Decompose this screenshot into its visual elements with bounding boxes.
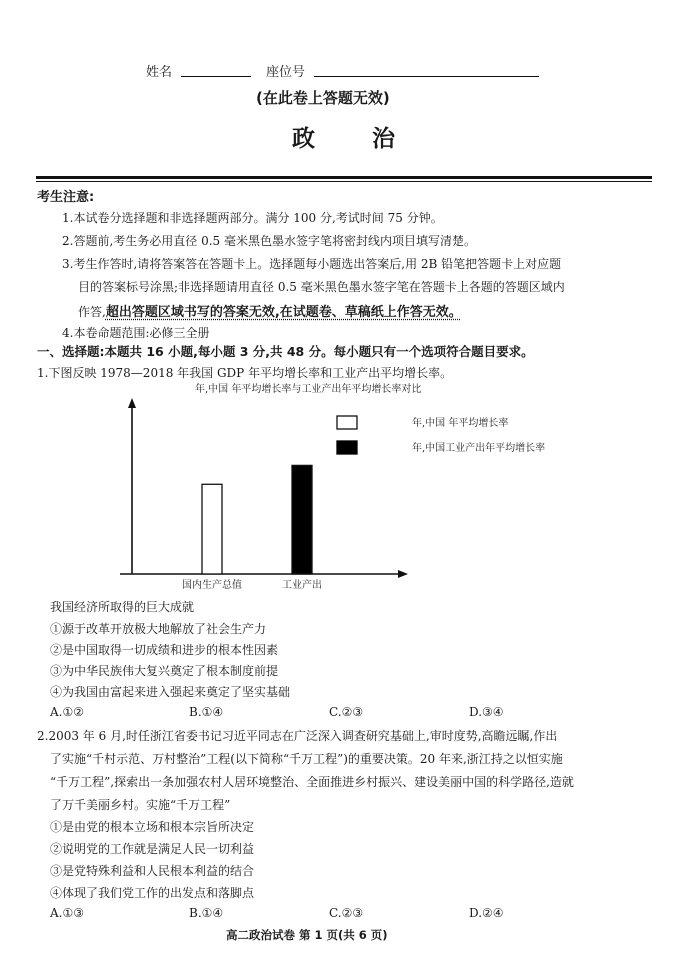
q2-option-a[interactable]: A.①③ xyxy=(50,906,84,920)
notice-item-3-end xyxy=(78,301,462,320)
notice-title: 考生注意: xyxy=(37,190,95,205)
subject-title-1: 政 xyxy=(292,126,315,152)
q1-option-d[interactable]: D.③④ xyxy=(469,705,504,719)
category-label: 国内生产总值 xyxy=(182,580,242,591)
name-label: 姓名 xyxy=(146,65,173,80)
q2-option-b[interactable]: B.①④ xyxy=(189,906,224,920)
q1-stem: 1.下图反映 1978—2018 年我国 GDP 年平均增长率和工业产出平均增长率。 xyxy=(37,366,453,380)
q2-statement-3: ③是党特殊利益和人民根本利益的结合 xyxy=(50,864,255,878)
name-field[interactable] xyxy=(181,76,251,77)
q1-lead: 我国经济所取得的巨大成就 xyxy=(50,600,195,614)
chart-y-arrow xyxy=(128,398,136,408)
seat-field[interactable] xyxy=(314,76,539,77)
q1-option-b[interactable]: B.①④ xyxy=(189,705,224,719)
legend-label-industry: 年,中国工业产出年平均增长率 xyxy=(412,443,546,454)
q2-statement-1: ①是由党的根本立场和根本宗旨所决定 xyxy=(50,820,255,834)
category-label: 工业产出 xyxy=(282,580,322,591)
page-footer: 高二政治试卷 第 1 页(共 6 页) xyxy=(226,928,388,942)
notice-emphasis: 超出答题区域书写的答案无效,在试题卷、草稿纸上作答无效。 xyxy=(105,305,462,320)
q2-line-3: “千万工程”,探索出一条加强农村人居环境整治、全面推进乡村振兴、建设美丽中国的科学路径,造就 xyxy=(50,775,574,789)
invalid-note: (在此卷上答题无效) xyxy=(256,89,390,107)
notice-item-4: 4.本卷命题范围:必修三全册 xyxy=(62,326,210,340)
q1-option-a[interactable]: A.①② xyxy=(50,705,84,719)
q1-option-c[interactable]: C.②③ xyxy=(329,705,364,719)
subject-title-2: 治 xyxy=(372,126,395,152)
q1-statement-3: ③为中华民族伟大复兴奠定了根本制度前提 xyxy=(50,664,279,678)
q2-statement-4: ④体现了我们党工作的出发点和落脚点 xyxy=(50,886,255,900)
header-rule-thick xyxy=(36,176,652,179)
q1-statement-1: ①源于改革开放极大地解放了社会生产力 xyxy=(50,622,267,636)
q1-statement-4: ④为我国由富起来进入强起来奠定了坚实基础 xyxy=(50,685,291,699)
legend-label-gdp: 年,中国 年平均增长率 xyxy=(412,418,509,429)
notice-item-2: 2.答题前,考生务必用直径 0.5 毫米黑色墨水签字笔将密封线内项目填写清楚。 xyxy=(62,234,476,248)
q1-statement-2: ②是中国取得一切成绩和进步的根本性因素 xyxy=(50,643,279,657)
header-rule-thin xyxy=(36,181,652,182)
legend-swatch-gdp xyxy=(337,416,357,429)
q2-line-4: 了万千美丽乡村。实施“千万工程” xyxy=(50,798,231,812)
q2-line-2: 了实施“千村示范、万村整治”工程(以下简称“千万工程”)的重要决策。20 年来,浙江持之以恒实施 xyxy=(50,752,563,766)
q2-line-1: 2.2003 年 6 月,时任浙江省委书记习近平同志在广泛深入调查研究基础上,审时度势,高瞻远瞩,作出 xyxy=(37,729,558,743)
chart-title: 年,中国 年平均增长率与工业产出年平均增长率对比 xyxy=(195,384,422,395)
seat-label: 座位号 xyxy=(266,65,306,80)
chart-x-arrow xyxy=(398,570,408,578)
notice-item-1: 1.本试卷分选择题和非选择题两部分。满分 100 分,考试时间 75 分钟。 xyxy=(62,211,443,225)
section-heading: 一、选择题:本题共 16 小题,每小题 3 分,共 48 分。每小题只有一个选项符合题目要求。 xyxy=(37,344,534,359)
q2-statement-2: ②说明党的工作就是满足人民一切利益 xyxy=(50,842,255,856)
q2-option-d[interactable]: D.②④ xyxy=(469,906,504,920)
notice-item-3: 3.考生作答时,请将答案答在答题卡上。选择题每小题选出答案后,用 2B 铅笔把答题卡上对应题 xyxy=(62,257,562,271)
notice-item-3-cont: 目的答案标号涂黑;非选择题请用直径 0.5 毫米黑色墨水签字笔在答题卡上各题的答题区域内 xyxy=(78,280,565,294)
bar-gdp xyxy=(202,484,222,574)
bar-industry xyxy=(292,465,312,574)
q2-option-c[interactable]: C.②③ xyxy=(329,906,364,920)
notice-item-3-prefix: 作答, xyxy=(78,305,106,319)
q1-bar-chart xyxy=(110,378,580,598)
legend-swatch-industry xyxy=(337,441,357,454)
